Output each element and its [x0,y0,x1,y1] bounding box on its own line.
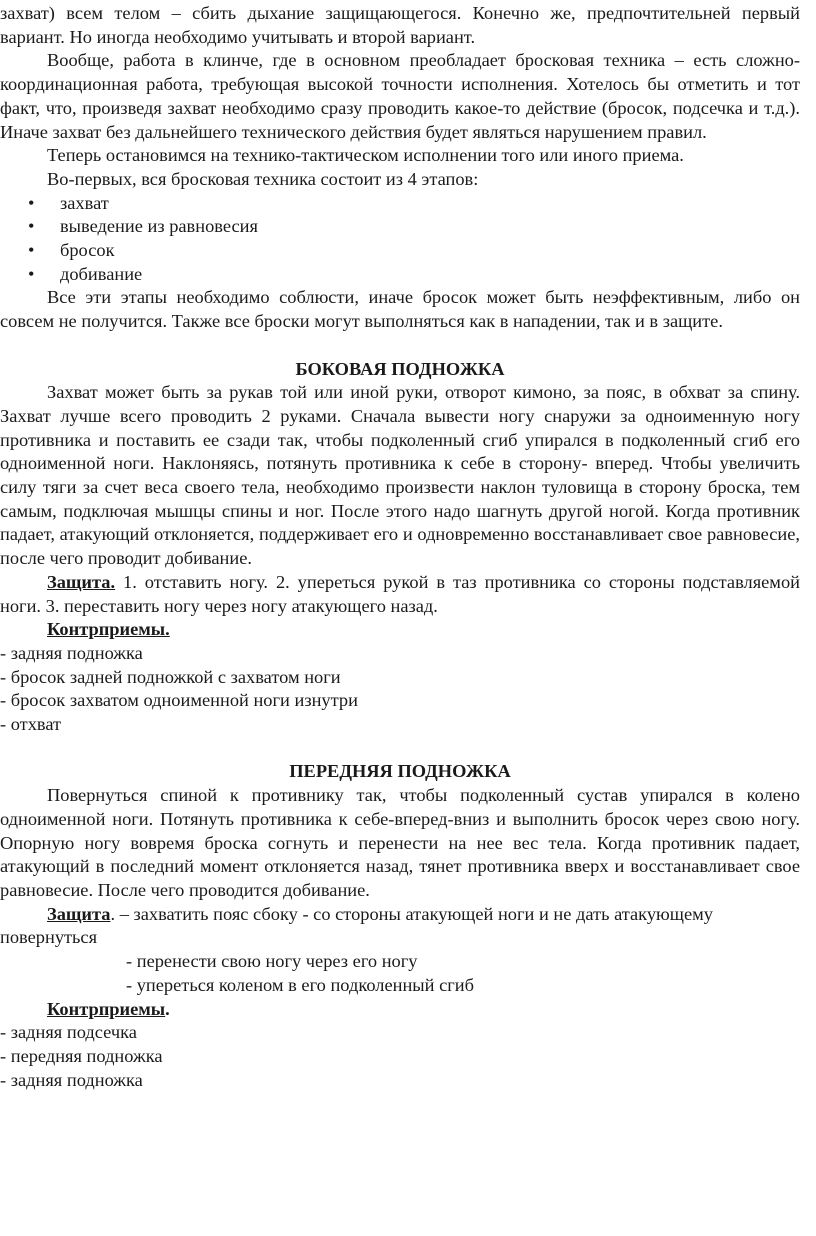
stage-label: захват [60,192,109,213]
bullet-icon: • [28,192,35,213]
side-sweep-counter-heading [0,618,800,642]
list-item [0,239,800,263]
side-sweep-heading: БОКОВАЯ ПОДНОЖКА [295,358,505,379]
counter-dot: . [165,998,170,1019]
counter-label: Контрприемы. [47,619,170,640]
defense-dot: . [110,903,116,924]
intro-paragraph-5: Все эти этапы необходимо соблюсти, иначе бросок может быть неэффективным, либо он совсем не получится. Также все броски могут выполняться как в нападении, так и в защите. [0,287,800,332]
list-item: - перенести свою ногу через его ногу [126,951,418,972]
stages-list [0,192,800,287]
defense-text: – захватить пояс сбоку - со стороны атакующей ноги и не дать атакующему повернуться [0,903,713,948]
side-sweep-body: Захват может быть за рукав той или иной руки, отворот кимоно, за пояс, в обхват за спину. Захват лучше всего проводить 2 руками. Сначала вывести ногу снаружи за одноименную ногу противника и поставить ее сзади так, чтобы подколенный сгиб упирался в подколенный сгиб его одноименной ноги. Наклоняясь, потянуть противника к себе в сторону- вперед. Чтобы увеличить силу тяги за счет веса своего тела, необходимо произвести наклон туловища в сторону броска, тем самым, подключая мышцы спины и ног. После этого надо шагнуть другой ногой. Когда противник падает, атакующий отклоняется, поддерживает его и одновременно восстанавливает свое равновесие, после чего проводит добивание. [0,382,800,569]
defense-label: Защита. [47,571,116,592]
front-sweep-body: Повернуться спиной к противнику так, чтобы подколенный сустав упирался в колено одноименной ноги. Потянуть противника к себе-вперед-вниз и выполнить бросок через свою ногу. Опорную ногу вовремя броска согнуть и перенести на нее вес тела. Когда противник падает, атакующий в последний момент отклоняется назад, тянет противника вверх и восстанавливает свое равновесие. После чего проводится добивание. [0,785,800,900]
bullet-icon: • [28,216,35,237]
list-item [0,263,800,287]
intro-paragraph-2: Вообще, работа в клинче, где в основном преобладает бросковая техника – есть сложно-координационная работа, требующая высокой точности исполнения. Хотелось бы отметить и тот факт, что, произведя захват необходимо сразу проводить какое-то действие (бросок, подсечка и т.д.). Иначе захват без дальнейшего технического действия будет являться нарушением правил. [0,50,800,142]
stage-label: бросок [60,240,115,261]
list-item: - задняя подножка [0,1069,143,1090]
list-item: - отхват [0,714,62,735]
list-item [0,192,800,216]
list-item: - упереться коленом в его подколенный сгиб [126,974,475,995]
front-sweep-counter-heading [0,998,800,1022]
counter-label: Контрприемы [47,998,166,1019]
stage-label: добивание [60,263,143,284]
defense-text: 1. отставить ногу. 2. упереться рукой в таз противника со стороны подставляемой ноги. 3. переставить ногу через ногу атакующего назад. [0,571,800,616]
stage-label: выведение из равновесия [60,216,258,237]
bullet-icon: • [28,263,35,284]
intro-paragraph-3: Теперь остановимся на технико-тактическом исполнении того или иного приема. [47,145,684,166]
list-item: - задняя подножка [0,642,143,663]
list-item: - бросок задней подножкой с захватом ноги [0,666,341,687]
defense-label: Защита [47,903,111,924]
intro-paragraph-4: Во-первых, вся бросковая техника состоит из 4 этапов: [47,168,479,189]
front-sweep-heading: ПЕРЕДНЯЯ ПОДНОЖКА [289,761,511,782]
side-sweep-defense [0,571,800,618]
bullet-icon: • [28,240,35,261]
list-item: - передняя подножка [0,1045,163,1066]
list-item [0,215,800,239]
list-item: - задняя подсечка [0,1022,137,1043]
list-item: - бросок захватом одноименной ноги изнутри [0,690,358,711]
intro-paragraph-1: захват) всем телом – сбить дыхание защищающегося. Конечно же, предпочтительней первый вариант. Но иногда необходимо учитывать и второй вариант. [0,3,800,47]
front-sweep-defense [0,903,800,950]
document-body [0,2,800,1092]
